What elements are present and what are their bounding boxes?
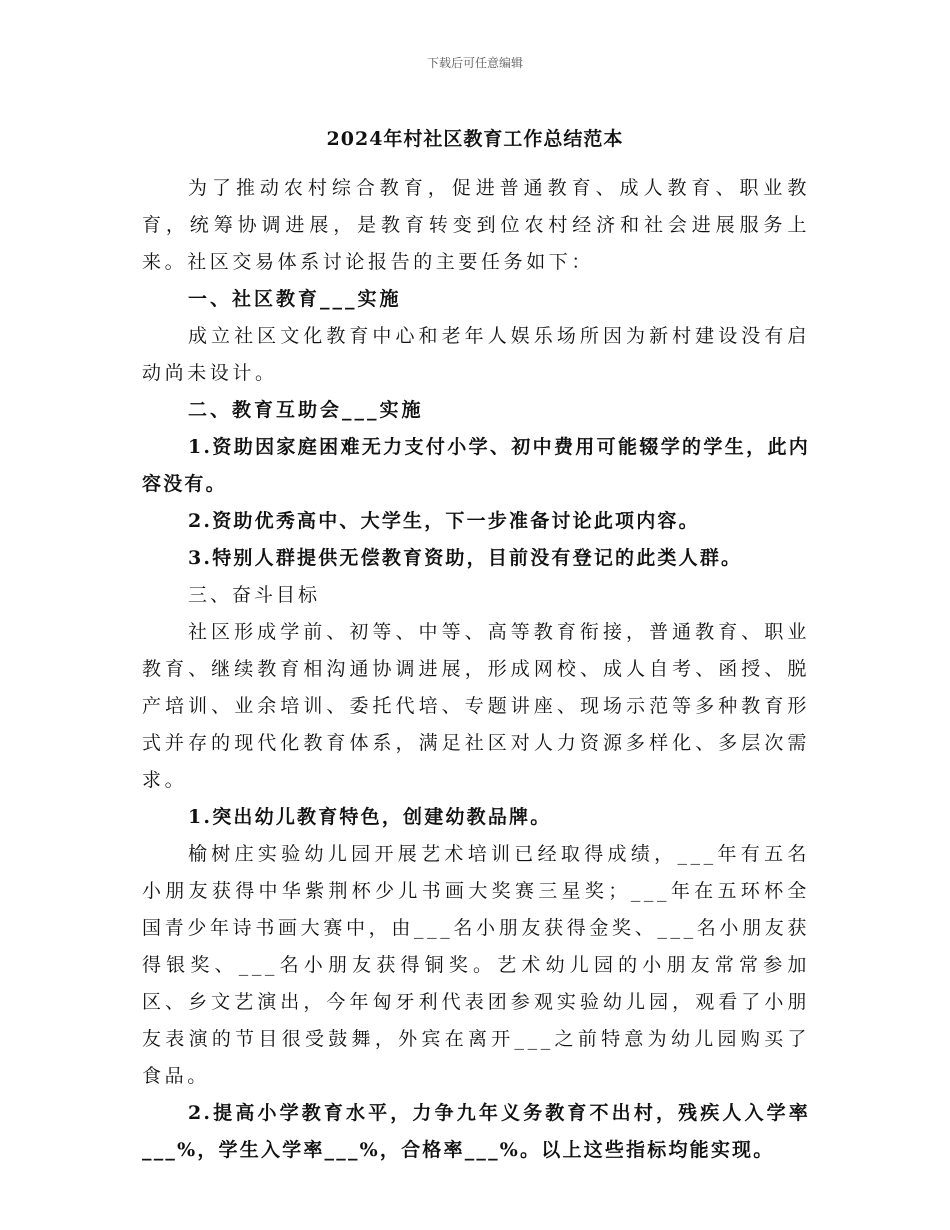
section-1-body: 成立社区文化教育中心和老年人娱乐场所因为新村建设没有启动尚未设计。 (142, 325, 810, 384)
section-3-item-1: 1.突出幼儿教育特色，创建幼教品牌。 (188, 806, 552, 828)
section-heading-1: 一、社区教育___实施 (188, 288, 402, 310)
intro-paragraph: 为了推动农村综合教育，促进普通教育、成人教育、职业教育，统筹协调进展，是教育转变到位农村经济和社会进展服务上来。社区交易体系讨论报告的主要任务如下： (142, 177, 810, 273)
section-2-item-1: 1.资助因家庭困难无力支付小学、初中费用可能辍学的学生，此内容没有。 (142, 436, 810, 495)
section-heading-3: 三、奋斗目标 (188, 584, 321, 606)
section-3-item-2: 2.提高小学教育水平，力争九年义务教育不出村，残疾人入学率___%，学生入学率___%，合格率___%。以上这些指标均能实现。 (142, 1102, 810, 1161)
section-2-item-2: 2.资助优秀高中、大学生，下一步准备讨论此项内容。 (188, 510, 700, 532)
section-heading-2: 二、教育互助会___实施 (188, 399, 424, 421)
section-3-item-1-body: 榆树庄实验幼儿园开展艺术培训已经取得成绩，___年有五名小朋友获得中华紫荆杯少儿书画大奖赛三星奖；___年在五环杯全国青少年诗书画大赛中，由___名小朋友获得金奖、___名小朋友获得银奖、___名小朋友获得铜奖。艺术幼儿园的小朋友常常参加区、乡文艺演出，今年匈牙利代表团参观实验幼儿园，观看了小朋友表演的节目很受鼓舞，外宾在离开___之前特意为幼儿园购买了食品。 (142, 843, 810, 1087)
section-3-body: 社区形成学前、初等、中等、高等教育衔接，普通教育、职业教育、继续教育相沟通协调进展，形成网校、成人自考、函授、脱产培训、业余培训、委托代培、专题讲座、现场示范等多种教育形式并存的现代化教育体系，满足社区对人力资源多样化、多层次需求。 (142, 621, 810, 791)
section-2-item-3: 3.特别人群提供无偿教育资助，目前没有登记的此类人群。 (188, 547, 743, 569)
document-title: 2024年村社区教育工作总结范本 (326, 128, 624, 150)
document-body (142, 170, 810, 1169)
page-header: 下载后可任意编辑 (426, 56, 523, 70)
